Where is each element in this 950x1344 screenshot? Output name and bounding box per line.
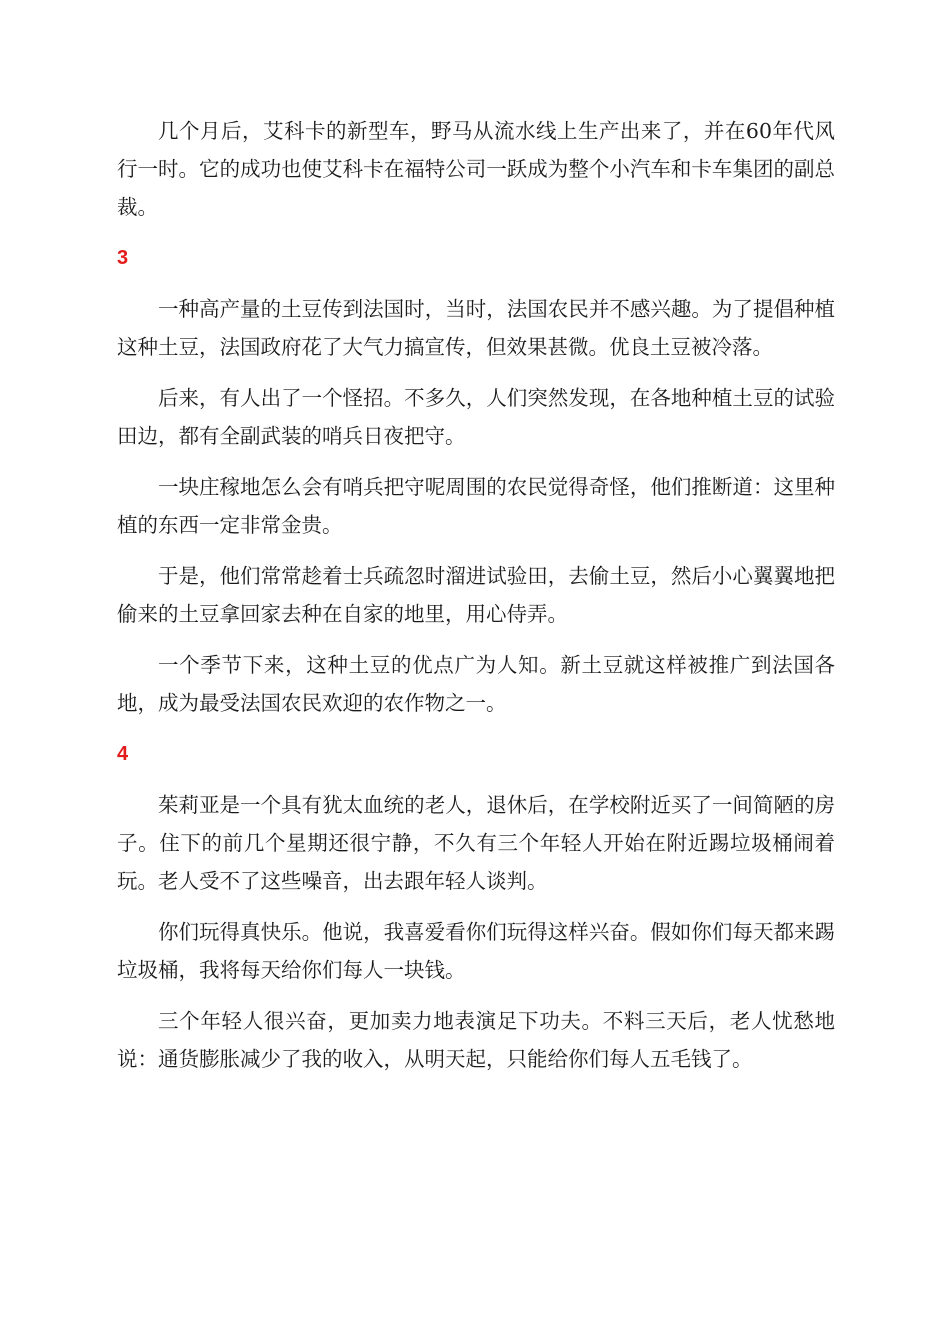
document-body <box>117 112 835 1091</box>
paragraph: 茱莉亚是一个具有犹太血统的老人，退休后，在学校附近买了一间简陋的房子。住下的前几个星期还很宁静，不久有三个年轻人开始在附近踢垃圾桶闹着玩。老人受不了这些噪音，出去跟年轻人谈判。 <box>117 793 835 893</box>
paragraph: 后来，有人出了一个怪招。不多久，人们突然发现，在各地种植土豆的试验田边，都有全副武装的哨兵日夜把守。 <box>117 386 835 448</box>
paragraph: 你们玩得真快乐。他说，我喜爱看你们玩得这样兴奋。假如你们每天都来踢垃圾桶，我将每天给你们每人一块钱。 <box>117 920 835 982</box>
paragraph: 一种高产量的土豆传到法国时，当时，法国农民并不感兴趣。为了提倡种植这种土豆，法国政府花了大气力搞宣传，但效果甚微。优良土豆被冷落。 <box>117 297 835 359</box>
paragraph: 一个季节下来，这种土豆的优点广为人知。新土豆就这样被推广到法国各地，成为最受法国农民欢迎的农作物之一。 <box>117 653 835 715</box>
paragraph: 于是，他们常常趁着士兵疏忽时溜进试验田，去偷土豆，然后小心翼翼地把偷来的土豆拿回家去种在自家的地里，用心侍弄。 <box>117 564 835 626</box>
section-number: 3 <box>117 247 129 269</box>
paragraph: 一块庄稼地怎么会有哨兵把守呢周围的农民觉得奇怪，他们推断道：这里种植的东西一定非常金贵。 <box>117 475 835 537</box>
paragraph: 几个月后，艾科卡的新型车，野马从流水线上生产出来了，并在60年代风行一时。它的成功也使艾科卡在福特公司一跃成为整个小汽车和卡车集团的副总裁。 <box>117 119 835 219</box>
section-number: 4 <box>117 743 129 765</box>
paragraph: 三个年轻人很兴奋，更加卖力地表演足下功夫。不料三天后，老人忧愁地说：通货膨胀减少了我的收入，从明天起，只能给你们每人五毛钱了。 <box>117 1009 835 1071</box>
